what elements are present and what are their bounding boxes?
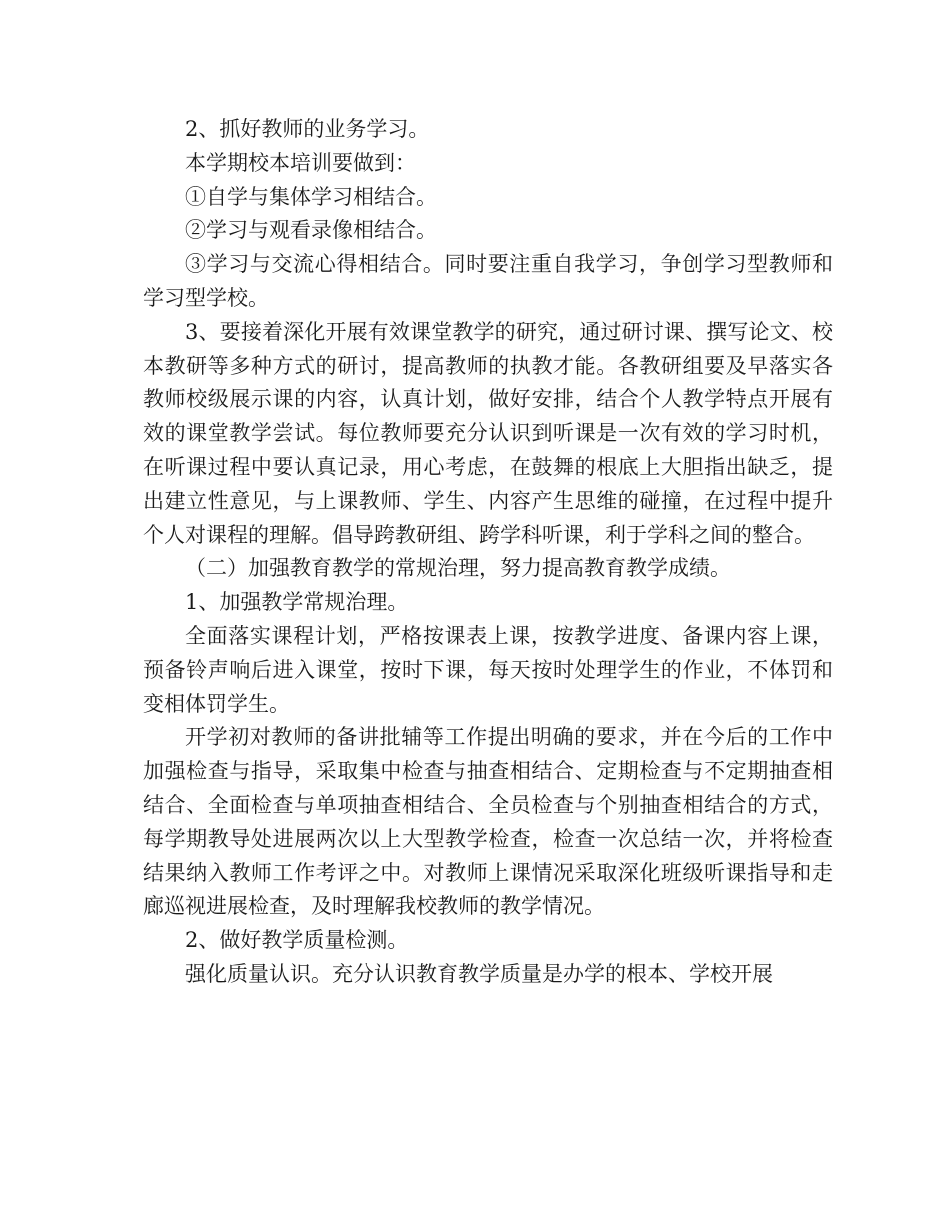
paragraph-effective-teaching: 3、要接着深化开展有效课堂教学的研究，通过研讨课、撰写论文、校本教研等多种方式的研讨，提高教师的执教才能。各教研组要及早落实各教师校级展示课的内容，认真计划，做好安排，结合个人教学特点开展有效的课堂教学尝试。每位教师要充分认识到听课是一次有效的学习时机，在听课过程中要认真记录，用心考虑，在鼓舞的根底上大胆指出缺乏，提出建立性意见，与上课教师、学生、内容产生思维的碰撞，在过程中提升个人对课程的理解。倡导跨教研组、跨学科听课，利于学科之间的整合。 [143, 319, 833, 547]
paragraph-training-intro: 本学期校本培训要做到： [185, 150, 416, 175]
list-item-3: ③学习与交流心得相结合。同时要注重自我学习，争创学习型教师和学习型学校。 [143, 252, 833, 310]
heading-routine-management: 1、加强教学常规治理。 [185, 590, 409, 615]
heading-teacher-study: 2、抓好教师的业务学习。 [185, 117, 430, 141]
paragraph-curriculum-plan: 全面落实课程计划，严格按课表上课，按教学进度、备课内容上课，预备铃声响后进入课堂，按时下课，每天按时处理学生的作业，不体罚和变相体罚学生。 [143, 623, 833, 716]
section-heading-routine-management: （二）加强教育教学的常规治理，努力提高教育教学成绩。 [185, 556, 731, 581]
heading-quality-testing: 2、做好教学质量检测。 [185, 928, 409, 953]
paragraph-quality-awareness: 强化质量认识。充分认识教育教学质量是办学的根本、学校开展 [185, 961, 773, 986]
paragraph-inspection: 开学初对教师的备讲批辅等工作提出明确的要求，并在今后的工作中加强检查与指导，采取集中检查与抽查相结合、定期检查与不定期抽查相结合、全面检查与单项抽查相结合、全员检查与个别抽查相结合的方式，每学期教导处进展两次以上大型教学检查，检查一次总结一次，并将检查结果纳入教师工作考评之中。对教师上课情况采取深化班级听课指导和走廊巡视进展检查，及时理解我校教师的教学情况。 [143, 725, 833, 919]
list-item-1: ①自学与集体学习相结合。 [185, 184, 437, 209]
list-item-2: ②学习与观看录像相结合。 [185, 218, 437, 243]
document-body [143, 113, 833, 992]
